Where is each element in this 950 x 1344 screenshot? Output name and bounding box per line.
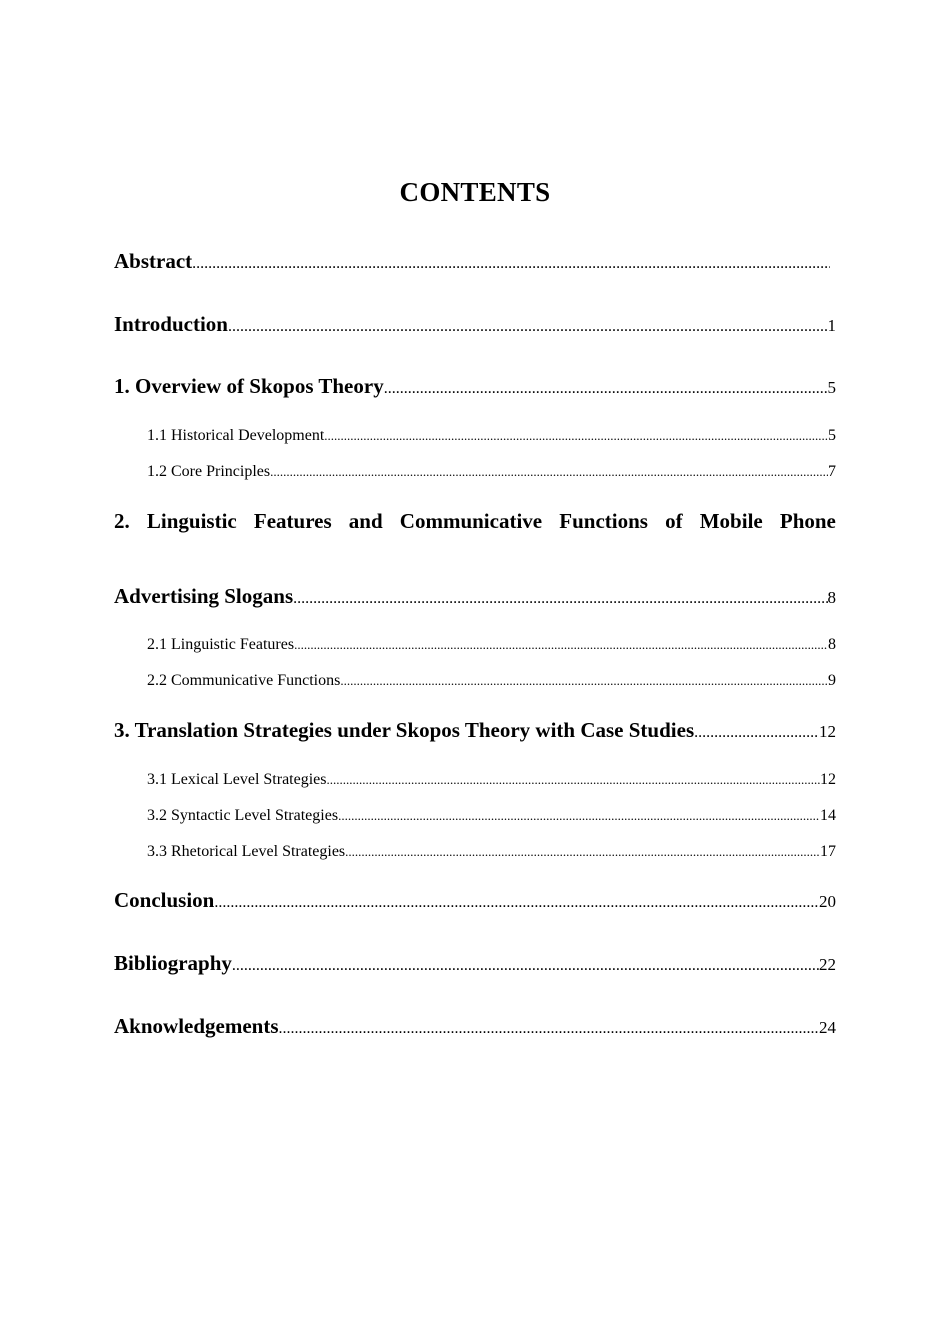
dot-leader bbox=[384, 375, 828, 403]
toc-label: Abstract bbox=[114, 249, 193, 273]
dot-leader bbox=[294, 634, 828, 656]
toc-entry-chapter-3[interactable] bbox=[114, 716, 836, 747]
toc-word: of bbox=[665, 509, 683, 533]
toc-word: Mobile bbox=[699, 509, 763, 533]
toc-word: 2. bbox=[114, 509, 130, 533]
toc-entry-3-3[interactable] bbox=[147, 841, 836, 863]
toc-entry-introduction[interactable] bbox=[114, 310, 836, 341]
toc-page-number: 5 bbox=[828, 427, 836, 444]
toc-page-number: 12 bbox=[819, 722, 836, 741]
toc-label: 2.2 Communicative Functions bbox=[147, 672, 341, 689]
toc-entry-1-1[interactable] bbox=[147, 425, 836, 447]
toc-page-number: 14 bbox=[820, 807, 836, 824]
toc-entry-2-2[interactable] bbox=[147, 670, 836, 692]
toc-entry-2-1[interactable] bbox=[147, 634, 836, 656]
toc-page-number: 8 bbox=[828, 636, 836, 653]
dot-leader bbox=[228, 313, 828, 341]
toc-label: Aknowledgements bbox=[114, 1014, 279, 1038]
toc-page-number: 8 bbox=[827, 588, 836, 607]
dot-leader bbox=[279, 1015, 819, 1043]
toc-word: Linguistic bbox=[146, 509, 237, 533]
toc-entry-abstract[interactable] bbox=[114, 247, 836, 278]
toc-page-number: 7 bbox=[828, 463, 836, 480]
toc-label: 3.3 Rhetorical Level Strategies bbox=[147, 843, 346, 860]
toc-entry-acknowledgements[interactable] bbox=[114, 1012, 836, 1043]
toc-word: Features bbox=[253, 509, 332, 533]
toc-page-number: 1 bbox=[827, 316, 836, 335]
toc-page-number: 12 bbox=[820, 771, 836, 788]
toc-entry-conclusion[interactable] bbox=[114, 886, 836, 917]
toc-word: Phone bbox=[779, 509, 836, 533]
toc-entry-1-2[interactable] bbox=[147, 461, 836, 483]
toc-label: 1.2 Core Principles bbox=[147, 463, 271, 480]
dot-leader bbox=[340, 670, 828, 692]
toc-page-number: 17 bbox=[820, 843, 836, 860]
toc-page-number: 24 bbox=[819, 1018, 836, 1037]
toc-entry-chapter-2[interactable] bbox=[114, 582, 836, 613]
toc-label: 3.1 Lexical Level Strategies bbox=[147, 771, 327, 788]
dot-leader bbox=[232, 952, 819, 980]
dot-leader bbox=[293, 585, 827, 613]
toc-label: 1.1 Historical Development bbox=[147, 427, 325, 444]
toc-label: Advertising Slogans bbox=[114, 584, 294, 608]
toc-entry-chapter-2-line-1[interactable] bbox=[114, 507, 836, 535]
dot-leader bbox=[345, 841, 820, 863]
toc-word: and bbox=[348, 509, 383, 533]
dot-leader bbox=[338, 805, 820, 827]
toc-label: 1. Overview of Skopos Theory bbox=[114, 374, 384, 398]
toc-entry-bibliography[interactable] bbox=[114, 949, 836, 980]
dot-leader bbox=[694, 719, 819, 747]
dot-leader bbox=[214, 889, 819, 917]
dot-leader bbox=[326, 769, 820, 791]
toc-page-number: 22 bbox=[819, 955, 836, 974]
dot-leader bbox=[270, 461, 828, 483]
toc-label: Bibliography bbox=[114, 951, 232, 975]
dot-leader bbox=[324, 425, 828, 447]
toc-page-number: 20 bbox=[819, 892, 836, 911]
toc-entry-chapter-1[interactable] bbox=[114, 372, 836, 403]
toc-label: Conclusion bbox=[114, 888, 215, 912]
toc-label: 2.1 Linguistic Features bbox=[147, 636, 295, 653]
toc-entry-3-2[interactable] bbox=[147, 805, 836, 827]
toc-page-number: 5 bbox=[827, 378, 836, 397]
dot-leader bbox=[192, 250, 830, 278]
toc-label: 3.2 Syntactic Level Strategies bbox=[147, 807, 339, 824]
toc-entry-3-1[interactable] bbox=[147, 769, 836, 791]
toc-word: Functions bbox=[559, 509, 648, 533]
toc-label: Introduction bbox=[114, 312, 228, 336]
toc-page-number: 9 bbox=[828, 672, 836, 689]
page-title: CONTENTS bbox=[399, 177, 551, 207]
toc-word: Communicative bbox=[399, 509, 543, 533]
toc-label: 3. Translation Strategies under Skopos Theory with Case Studies bbox=[114, 718, 695, 742]
